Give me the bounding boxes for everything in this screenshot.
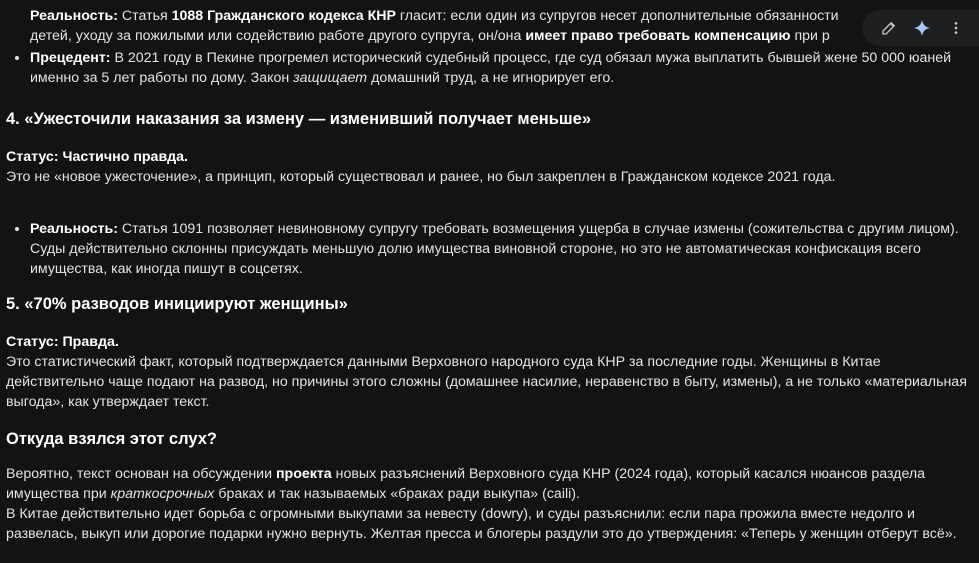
section3-list <box>6 6 974 88</box>
list-item: • Реальность: Статья 1088 Гражданского кодекса КНР гласит: если один из супругов несет дополнительные обязанности детей, уходу за пожилыми или содействию работе другого супруга, он/она имеет право требовать компенсацию при р <box>30 6 910 46</box>
sparkle-icon <box>912 18 932 38</box>
section6-paragraph-1: Вероятно, текст основан на обсуждении проекта новых разъяснений Верховного суда КНР (2024 года), который касался нюансов раздела имущества при краткосрочных браках и так называемых «браках ради выкупа» (caili). <box>6 466 926 502</box>
section4-text: Это не «новое ужесточение», а принцип, который существовал и ранее, но был закреплен в Гражданском кодексе 2021 года. <box>6 169 836 185</box>
section6-paragraph-2: В Китае действительно идет борьба с огромными выкупами за невесту (dowry), и суды разъяснили: если пара прожила вместе недолго и развелась, выкуп или дорогие подарки нужно вернуть. Желтая пресса и блогеры раздули это до утверждения: «Теперь у женщин отберут всё». <box>6 506 957 542</box>
pencil-icon <box>880 19 898 37</box>
section5-heading: 5. «70% разводов инициируют женщины» <box>6 295 348 313</box>
more-vert-icon <box>948 19 964 37</box>
response-toolbar <box>862 10 979 46</box>
section5-text: Это статистический факт, который подтверждается данными Верховного народного суда КНР за последние годы. Женщины в Китае действительно чаще подают на развод, но причины этого сложны (домашнее насилие, неравенство в быту, измены), а не только «материальная выгода», как утверждает текст. <box>6 354 967 410</box>
list-item: • Реальность: Статья 1091 позволяет невиновному супругу требовать возмещения ущерба в случае измены (сожительства с другим лицом). Суды действительно склонны присуждать меньшую долю имущества виновной стороне, но это не автоматическая конфискация всего имущества, как иногда пишут в соцсетях. <box>30 219 974 279</box>
section4-heading: 4. «Ужесточили наказания за измену — изменивший получает меньше» <box>6 110 592 128</box>
section5-status: Статус: Правда. <box>6 334 119 350</box>
bullet-label: Реальность: <box>30 8 118 24</box>
bullet-label: Прецедент: <box>30 50 111 66</box>
edit-button[interactable] <box>874 13 904 43</box>
section4-status: Статус: Частично правда. <box>6 149 188 165</box>
more-options-button[interactable] <box>941 13 971 43</box>
response-content <box>6 6 974 544</box>
ai-sparkle-button[interactable] <box>907 13 937 43</box>
list-item: • Прецедент: В 2021 году в Пекине прогремел исторический судебный процесс, где суд обязал мужа выплатить бывшей жене 50 000 юаней именно за 5 лет работы по дому. Закон защищает домашний труд, а не игнорирует его. <box>30 48 974 88</box>
section6-heading: Откуда взялся этот слух? <box>6 430 217 448</box>
section4-list <box>6 219 974 279</box>
bullet-label: Реальность: <box>30 221 118 237</box>
